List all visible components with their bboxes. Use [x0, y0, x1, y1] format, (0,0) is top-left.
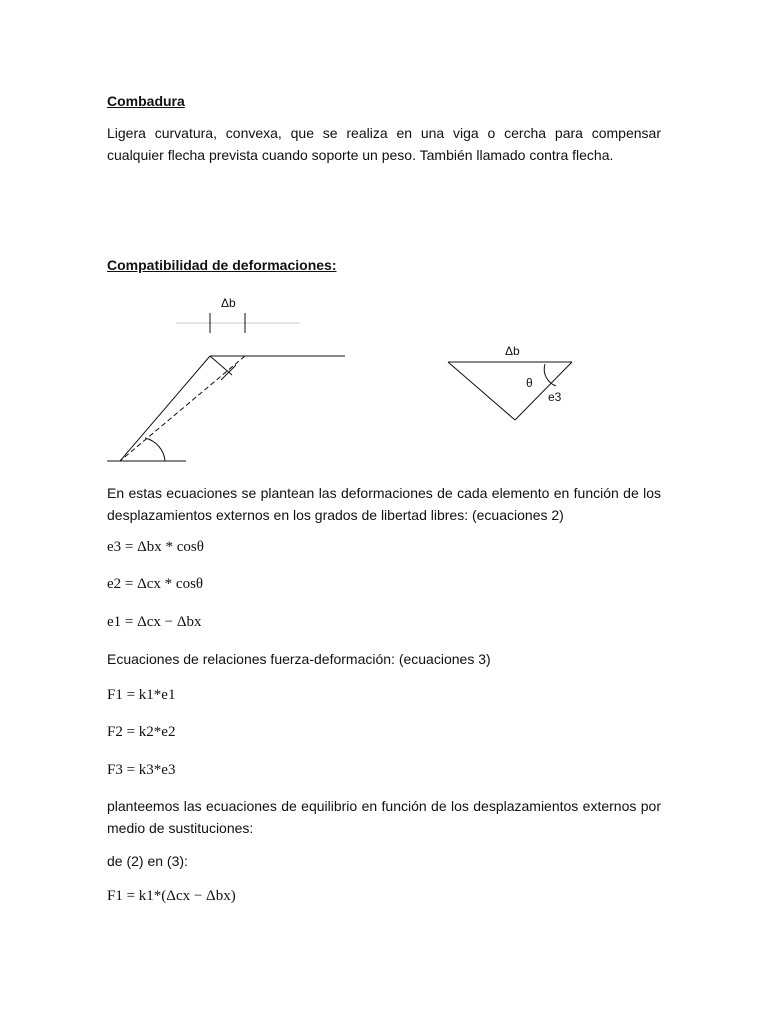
support-angle-arc [145, 438, 165, 461]
paragraph-ecuaciones-2: En estas ecuaciones se plantean las deformaciones de cada elemento en función de los desplazamientos externos en los grados de libertad libres: (ecuaciones 2) [107, 485, 661, 523]
theta-arc [544, 364, 556, 386]
equation-f1: F1 = k1*e1 [107, 687, 176, 703]
deformation-figure [0, 285, 768, 485]
paragraph-combadura: Ligera curvatura, convexa, que se realiza en una viga o cercha para compensar cualquier flecha prevista cuando soporte un peso. También llamado contra flecha. [107, 125, 661, 163]
heading-combadura: Combadura [107, 93, 185, 109]
equation-f3: F3 = k3*e3 [107, 762, 176, 778]
paragraph-equilibrio: planteemos las ecuaciones de equilibrio en función de los desplazamientos externos por medio de sustituciones: [107, 798, 661, 836]
equation-e2: e2 = Δcx * cosθ [107, 576, 204, 592]
triangle-right [515, 362, 572, 420]
equation-f1-substituted: F1 = k1*(Δcx − Δbx) [107, 888, 236, 904]
triangle-left [448, 362, 515, 420]
paragraph-sustitucion: de (2) en (3): [107, 853, 188, 869]
displaced-diagonal [120, 356, 245, 461]
paragraph-ecuaciones-3: Ecuaciones de relaciones fuerza-deformación: (ecuaciones 3) [107, 651, 491, 667]
equation-e1: e1 = Δcx − Δbx [107, 614, 202, 630]
delta-b-label-right: Δb [505, 344, 520, 358]
delta-b-label-left: Δb [221, 296, 236, 310]
equation-f2: F2 = k2*e2 [107, 724, 176, 740]
diagonal-member [120, 356, 210, 461]
e3-label: e3 [548, 390, 562, 404]
theta-label: θ [526, 376, 533, 390]
heading-compatibilidad: Compatibilidad de deformaciones: [107, 257, 337, 273]
equation-e3: e3 = Δbx * cosθ [107, 539, 204, 555]
